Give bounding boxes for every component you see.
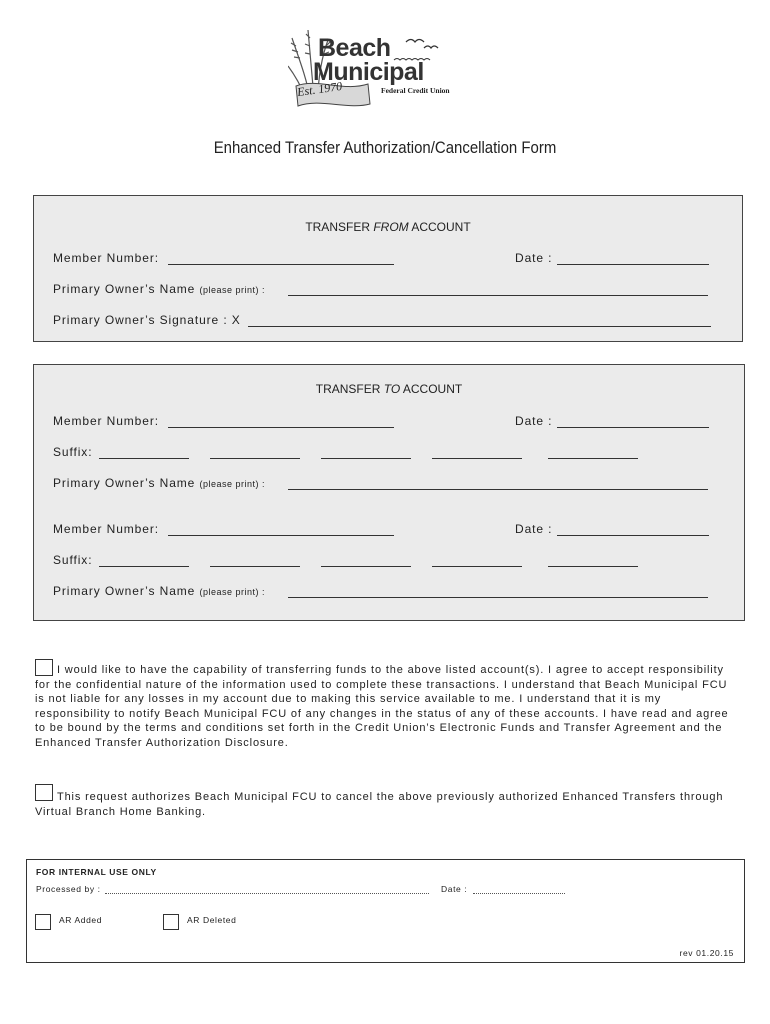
form-title: Enhanced Transfer Authorization/Cancellation Form: [213, 138, 557, 157]
to-suffix-field-2d[interactable]: [432, 566, 522, 567]
to-date-label-2: Date :: [515, 522, 553, 536]
to-suffix-label-2: Suffix:: [53, 553, 93, 567]
ar-added-checkbox[interactable]: [35, 914, 51, 930]
internal-use-box: [26, 859, 745, 963]
from-signature-field[interactable]: [248, 326, 711, 327]
internal-date-label: Date :: [441, 884, 468, 894]
to-date-field-2[interactable]: [557, 535, 709, 536]
processed-by-label: Processed by :: [36, 884, 101, 894]
from-owner-name-field[interactable]: [288, 295, 708, 296]
transfer-to-heading: TRANSFER TO ACCOUNT: [315, 382, 463, 396]
internal-date-field[interactable]: [473, 893, 565, 894]
from-date-label: Date :: [515, 251, 553, 265]
to-suffix-field-2e[interactable]: [548, 566, 638, 567]
logo-beach-text: Beach: [318, 34, 391, 62]
revision-label: rev 01.20.15: [679, 948, 734, 958]
ar-deleted-label: AR Deleted: [187, 915, 237, 925]
logo-municipal-text: Municipal: [313, 58, 424, 86]
to-suffix-field-1c[interactable]: [321, 458, 411, 459]
to-owner-name-label-2: Primary Owner’s Name (please print) :: [53, 584, 266, 598]
transfer-to-panel: [33, 364, 745, 621]
to-suffix-field-2a[interactable]: [99, 566, 189, 567]
logo-fcu-text: Federal Credit Union: [381, 86, 450, 95]
to-suffix-field-2b[interactable]: [210, 566, 300, 567]
to-date-label-1: Date :: [515, 414, 553, 428]
ar-deleted-checkbox[interactable]: [163, 914, 179, 930]
to-suffix-field-1a[interactable]: [99, 458, 189, 459]
authorization-text: I would like to have the capability of transferring funds to the above listed account(s). I agree to accept responsibility for the confidential nature of the information used to complete these transactions. I understand that Beach Municipal FCU is not liable for any losses in my account due to making this service available to me. I understand that it is my responsibility to notify Beach Municipal FCU of any changes in the status of any of these accounts. I have read and agree to be bound by the terms and conditions set forth in the Credit Union’s Electronic Funds and Transfer Agreement and the Enhanced Transfer Authorization Disclosure.: [35, 664, 729, 749]
from-owner-name-label: Primary Owner’s Name (please print) :: [53, 282, 266, 296]
to-owner-name-field-2[interactable]: [288, 597, 708, 598]
processed-by-field[interactable]: [105, 893, 429, 894]
to-owner-name-field-1[interactable]: [288, 489, 708, 490]
to-suffix-field-1e[interactable]: [548, 458, 638, 459]
to-suffix-field-1b[interactable]: [210, 458, 300, 459]
to-member-number-field-2[interactable]: [168, 535, 394, 536]
seagull-icon: [406, 40, 438, 49]
from-member-number-field[interactable]: [168, 264, 394, 265]
to-suffix-label-1: Suffix:: [53, 445, 93, 459]
from-signature-label: Primary Owner’s Signature : X: [53, 313, 241, 327]
to-suffix-field-2c[interactable]: [321, 566, 411, 567]
transfer-from-panel: [33, 195, 743, 342]
transfer-from-heading: TRANSFER FROM ACCOUNT: [305, 220, 471, 234]
to-member-number-field-1[interactable]: [168, 427, 394, 428]
cancellation-text: This request authorizes Beach Municipal FCU to cancel the above previously authorized Enhanced Transfers through Virtual Branch Home Banking.: [35, 791, 724, 818]
logo-est-text: Est. 1970: [296, 78, 344, 100]
to-date-field-1[interactable]: [557, 427, 709, 428]
to-owner-name-label-1: Primary Owner’s Name (please print) :: [53, 476, 266, 490]
ar-added-label: AR Added: [59, 915, 103, 925]
to-member-number-label-2: Member Number:: [53, 522, 159, 536]
from-date-field[interactable]: [557, 264, 709, 265]
internal-use-heading: FOR INTERNAL USE ONLY: [36, 867, 157, 877]
to-member-number-label-1: Member Number:: [53, 414, 159, 428]
from-member-number-label: Member Number:: [53, 251, 159, 265]
to-suffix-field-1d[interactable]: [432, 458, 522, 459]
